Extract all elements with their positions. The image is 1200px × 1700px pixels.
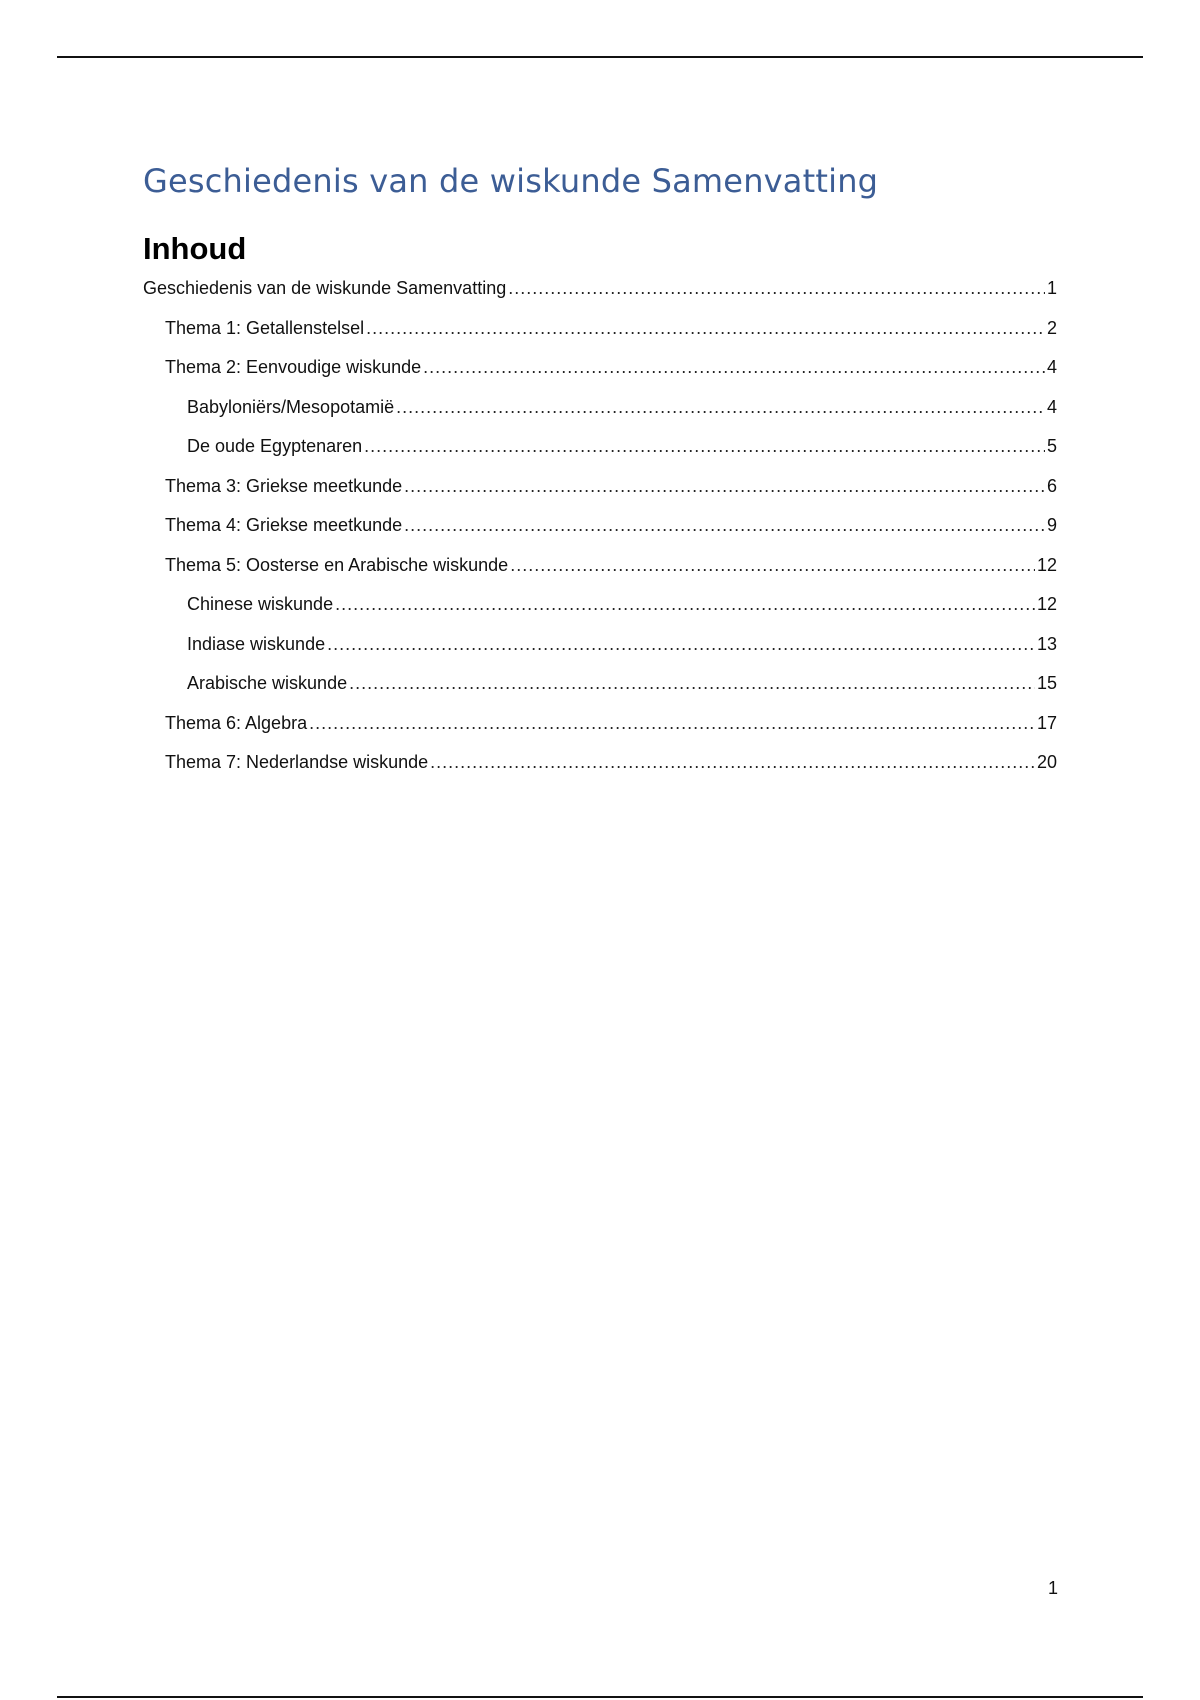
toc-leader-dots (366, 318, 1045, 339)
toc-entry-thema-5[interactable] (143, 555, 1057, 595)
toc-entry-label: Chinese wiskunde (187, 594, 334, 614)
toc-entry-chinese-wiskunde[interactable] (143, 594, 1057, 634)
toc-leader-dots (430, 752, 1035, 773)
toc-entry-thema-2[interactable] (143, 357, 1057, 397)
toc-leader-dots (404, 476, 1045, 497)
document-title: Geschiedenis van de wiskunde Samenvatting (143, 162, 879, 200)
toc-leader-dots (396, 397, 1045, 418)
toc-entry-page: 15 (1036, 673, 1057, 693)
toc-entry-page: 12 (1036, 554, 1057, 575)
toc-entry-label: Thema 3: Griekse meetkunde (165, 475, 403, 496)
toc-entry-thema-6[interactable] (143, 713, 1057, 753)
toc-leader-dots (335, 594, 1035, 615)
toc-entry-babyloniers[interactable] (143, 397, 1057, 437)
toc-entry-samenvatting[interactable] (143, 278, 1057, 318)
toc-entry-thema-3[interactable] (143, 476, 1057, 516)
toc-leader-dots (309, 713, 1035, 734)
toc-entry-label: Thema 6: Algebra (165, 712, 308, 733)
toc-entry-page: 9 (1046, 515, 1057, 535)
toc-entry-page: 12 (1036, 594, 1057, 614)
toc-heading: Inhoud (143, 231, 247, 266)
toc-entry-arabische-wiskunde[interactable] (143, 673, 1057, 713)
toc-entry-page: 4 (1046, 396, 1057, 417)
toc-entry-label: Thema 5: Oosterse en Arabische wiskunde (165, 554, 509, 575)
toc-leader-dots (508, 278, 1045, 299)
toc-entry-label: Thema 1: Getallenstelsel (165, 317, 365, 338)
toc-entry-thema-1[interactable] (143, 318, 1057, 358)
toc-entry-page: 4 (1046, 357, 1057, 377)
footer-rule (57, 1696, 1143, 1698)
toc-leader-dots (364, 436, 1045, 457)
toc-entry-page: 13 (1036, 633, 1057, 654)
toc-entry-thema-7[interactable] (143, 752, 1057, 792)
toc-leader-dots (404, 515, 1045, 536)
toc-entry-page: 17 (1036, 712, 1057, 733)
toc-leader-dots (423, 357, 1045, 378)
toc-entry-label: Indiase wiskunde (187, 633, 326, 654)
toc-leader-dots (510, 555, 1035, 576)
toc-entry-label: Thema 7: Nederlandse wiskunde (165, 752, 429, 772)
toc-entry-page: 1 (1046, 278, 1057, 298)
toc-entry-page: 2 (1046, 317, 1057, 338)
toc-entry-page: 6 (1046, 475, 1057, 496)
toc-entry-page: 20 (1036, 752, 1057, 772)
header-rule (57, 56, 1143, 58)
toc-entry-label: Arabische wiskunde (187, 673, 348, 693)
toc-entry-egyptenaren[interactable] (143, 436, 1057, 476)
toc-entry-label: Geschiedenis van de wiskunde Samenvatting (143, 278, 507, 298)
toc-entry-thema-4[interactable] (143, 515, 1057, 555)
toc-entry-indiase-wiskunde[interactable] (143, 634, 1057, 674)
toc-entry-label: De oude Egyptenaren (187, 436, 363, 456)
page-number: 1 (1047, 1578, 1058, 1598)
toc-entry-label: Thema 4: Griekse meetkunde (165, 515, 403, 535)
toc-entry-label: Thema 2: Eenvoudige wiskunde (165, 357, 422, 377)
toc-leader-dots (349, 673, 1035, 694)
table-of-contents (143, 278, 1057, 792)
toc-leader-dots (327, 634, 1035, 655)
toc-entry-page: 5 (1046, 436, 1057, 456)
toc-entry-label: Babyloniërs/Mesopotamië (187, 396, 395, 417)
